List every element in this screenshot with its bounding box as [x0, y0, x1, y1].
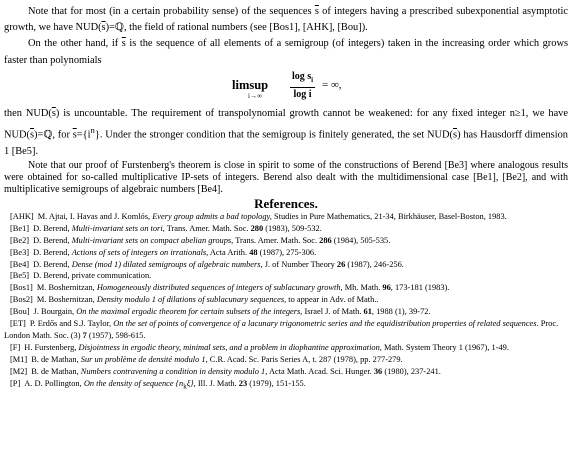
reference-source: Acta Math. Acad. Sci. Hunger. — [267, 366, 374, 376]
text: of integers having a prescribed subexponential asymptotic growth, we have NUD( — [4, 6, 568, 34]
reference-item — [4, 223, 568, 235]
reference-authors: A. D. Pollington, — [24, 378, 84, 388]
reference-item — [4, 366, 568, 378]
display-formula — [4, 70, 568, 104]
reference-key: [Bos1] — [10, 283, 33, 293]
text: is the sequence of all elements of a semigroup (of integers) taken in the increasing order which grows faster than polynomials — [4, 38, 568, 66]
paragraph-4: Note that our proof of Furstenberg's theorem is close in spirit to some of the constructions of Berend [Be3] where analogous results were obtained for so-called multiplicative IP-sets of integers. Berend also dealt with the multidimensional case [Be1], [Be2], and with multiplicative semigroups of algebraic numbers [Be4]. — [4, 159, 568, 195]
sequence-symbol: $\overline{s}$ — [51, 107, 56, 119]
paragraph-1 — [4, 4, 568, 36]
reference-pages: , 1988 (1), 39-72. — [371, 307, 431, 317]
reference-key: [AHK] — [10, 211, 34, 221]
reference-source: Acta Arith. — [208, 247, 250, 257]
reference-title: On the maximal ergodic theorem for certain subsets of the integers, — [76, 307, 303, 317]
reference-source: Math. System Theory 1 (1967), 1-49. — [381, 342, 509, 352]
reference-key: [F] — [10, 342, 21, 352]
reference-title: Sur un problème de densité modulo 1, — [80, 354, 208, 364]
reference-authors: B. de Mathan, — [31, 354, 81, 364]
reference-volume: 7 — [82, 330, 87, 340]
reference-key: [ET] — [10, 319, 26, 329]
paragraph-2 — [4, 36, 568, 68]
reference-title: Density modulo 1 of dilations of sublacunary sequences, — [96, 295, 287, 305]
reference-source: to appear in Adv. of Math.. — [286, 295, 379, 305]
reference-title: Every group admits a bad topology, — [152, 211, 272, 221]
reference-authors: M. Boshernitzan, — [36, 283, 97, 293]
fraction-denominator: log i — [293, 88, 312, 100]
reference-source: Proc. London Math. Soc. (3) — [4, 319, 559, 340]
reference-pages: (1979), 151-155. — [247, 378, 306, 388]
reference-source: Trans. Amer. Math. Soc. — [233, 235, 320, 245]
reference-item — [4, 247, 568, 259]
numerator-text: log s — [292, 70, 312, 82]
reference-key: [Be4] — [10, 259, 30, 269]
limsup-subscript: i→∞ — [248, 91, 262, 100]
formula-rhs: = ∞, — [322, 78, 342, 91]
reference-pages: (1987), 275-306. — [257, 247, 317, 257]
sequence-symbol: $\overline{s}$ — [29, 129, 35, 141]
reference-title: Multi-invariant sets on compact abelian groups, — [71, 235, 234, 245]
references-heading: References. — [254, 195, 318, 211]
exponent: n — [90, 125, 95, 136]
reference-key: [Be2] — [10, 235, 30, 245]
text: )=ℚ, for — [34, 129, 73, 141]
paragraph-3 — [4, 106, 568, 160]
reference-pages: (1984), 505-535. — [331, 235, 391, 245]
text: }. Under the stronger condition that the semigroup is finitely generated, the set NUD( — [94, 129, 454, 141]
reference-authors: M. Ajtai, I. Havas and J. Komlós, — [37, 211, 153, 221]
reference-list — [4, 211, 568, 393]
reference-authors: B. de Mathan, — [31, 366, 81, 376]
reference-pages: (1980), 237-241. — [382, 366, 441, 376]
reference-pages: (1957), 598-615. — [86, 330, 146, 340]
reference-key: [Be1] — [10, 223, 30, 233]
fraction-numerator — [290, 70, 315, 88]
sequence-symbol: $\overline{s}$ — [314, 6, 319, 17]
reference-title: Homogeneously distributed sequences of integers of sublacunary growth, — [96, 283, 343, 293]
text: Note that for most (in a certain probability sense) of the sequences — [28, 6, 315, 17]
limsup-operator: limsup — [232, 77, 269, 92]
reference-source: Mh. Math. — [342, 283, 383, 293]
reference-item — [4, 270, 568, 282]
reference-title: Disjointness in ergodic theory, minimal sets, and a problem in diophantine approximation, — [78, 342, 382, 352]
text: On the other hand, if — [28, 38, 122, 50]
reference-item — [4, 259, 568, 271]
reference-source: Israel J. of Math. — [302, 307, 364, 317]
reference-title: Multi-invariant sets on tori, — [71, 223, 165, 233]
reference-authors: M. Boshernitzan, — [36, 295, 97, 305]
reference-key: [M2] — [10, 366, 28, 376]
reference-source: C.R. Acad. Sc. Paris Series A, t. 287 (1978), pp. 277-279. — [207, 354, 403, 364]
reference-pages: (1983), 509-532. — [263, 223, 322, 233]
reference-authors: P. Erdős and S.J. Taylor, — [29, 319, 114, 329]
reference-source: Studies in Pure Mathematics, 21-34, Birkhäuser, Basel-Boston, 1983. — [271, 211, 507, 221]
reference-title: On the density of sequence {n — [83, 378, 184, 388]
text: ={i — [76, 129, 91, 141]
reference-volume: 23 — [238, 378, 248, 388]
reference-key: [P] — [10, 378, 21, 388]
reference-volume: 61 — [363, 307, 372, 317]
sequence-symbol: $\overline{s}$ — [121, 38, 126, 50]
text: ) has Hausdorff dimension 1 [Be5]. — [4, 129, 568, 157]
reference-pages: (1987), 246-256. — [345, 259, 404, 269]
reference-volume: 26 — [336, 259, 346, 269]
reference-source: Trans. Amer. Math. Soc. — [164, 223, 251, 233]
reference-pages: , 173-181 (1983). — [390, 283, 450, 293]
reference-authors: D. Berend, — [33, 259, 72, 269]
reference-item — [4, 354, 568, 366]
reference-volume: 96 — [382, 283, 391, 293]
reference-title: On the set of points of convergence of a lacunary trigonometric series and the equidistribution properties of related sequences. — [113, 319, 539, 329]
reference-key: [M1] — [10, 354, 28, 364]
reference-key: [Bou] — [10, 307, 30, 317]
reference-volume: 286 — [319, 235, 332, 245]
reference-item — [4, 318, 568, 342]
text: then NUD( — [4, 107, 52, 119]
reference-authors: J. Bourgain, — [33, 307, 77, 317]
text: ) is uncountable. The requirement of transpolynomial growth cannot be weakened: for any fixed integer n≥1, we have NUD( — [4, 107, 568, 141]
log-fraction — [290, 70, 315, 101]
reference-key: [Be3] — [10, 247, 30, 257]
reference-item — [4, 235, 568, 247]
sequence-symbol: $\overline{s}$ — [101, 22, 106, 34]
reference-title: Numbers contravening a condition in density modulo 1, — [80, 366, 268, 376]
reference-key: [Bos2] — [10, 295, 33, 305]
reference-key: [Be5] — [10, 271, 30, 281]
sequence-symbol: $\overline{s}$ — [72, 129, 77, 141]
reference-item — [4, 306, 568, 318]
reference-authors: D. Berend, — [33, 235, 72, 245]
numerator-subscript: i — [311, 75, 314, 84]
text: )=ℚ, the field of rational numbers (see [Bos1], [AHK], [Bou]). — [105, 22, 368, 34]
reference-authors: D. Berend, — [33, 247, 72, 257]
reference-volume: 280 — [250, 223, 264, 233]
reference-item — [4, 211, 568, 223]
reference-volume: 36 — [373, 366, 383, 376]
reference-source: Ill. J. Math. — [195, 378, 239, 388]
reference-title-subscript: k — [183, 382, 187, 391]
reference-item — [4, 282, 568, 294]
sequence-symbol: $\overline{s}$ — [453, 129, 458, 141]
reference-authors: H. Furstenberg, — [24, 342, 79, 352]
reference-volume: 48 — [249, 247, 258, 257]
reference-item — [4, 294, 568, 306]
reference-source: J. of Number Theory — [262, 259, 337, 269]
reference-authors: D. Berend, — [33, 223, 72, 233]
reference-item — [4, 342, 568, 354]
reference-item — [4, 378, 568, 394]
reference-title: ξ}, — [186, 378, 196, 388]
reference-title: Dense (mod 1) dilated semigroups of algebraic numbers, — [71, 259, 263, 269]
reference-authors: D. Berend, private communication. — [33, 271, 152, 281]
reference-title: Actions of sets of integers on irrationals, — [71, 247, 209, 257]
